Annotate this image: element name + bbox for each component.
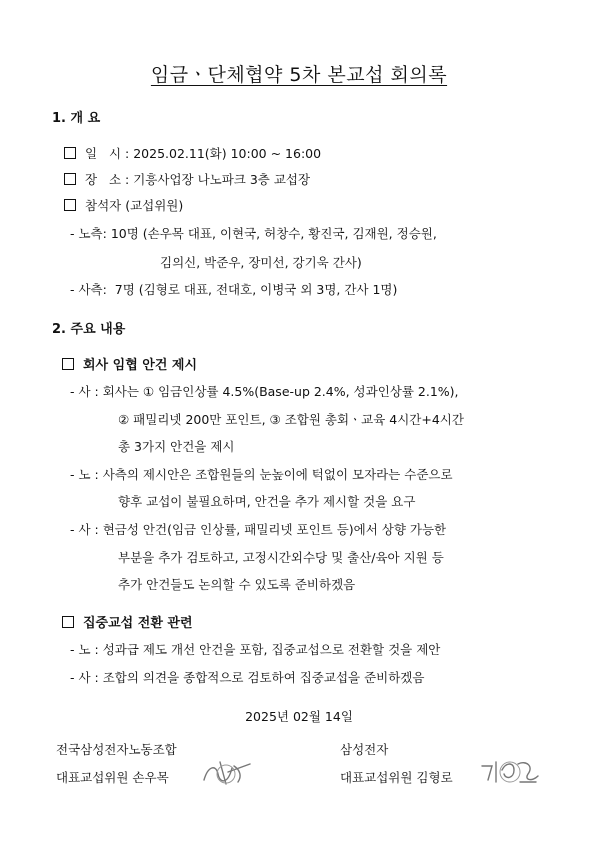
overview-attendees-item [64,196,183,214]
company-representative: 대표교섭위원 김형로 [340,770,453,785]
overview-place-text: 장 소 : 기흥사업장 나노파크 3층 교섭장 [85,172,311,187]
section-main-content-heading: 2. 주요 내용 [52,322,126,337]
topic-wage-proposal-title [62,354,197,373]
overview-place-item [64,170,310,188]
topic2-line: - 노 : 성과급 제도 개선 안건을 포함, 집중교섭으로 전환할 것을 제안 [70,642,441,657]
company-organization: 삼성전자 [340,742,389,757]
topic1-line: 향후 교섭이 불필요하며, 안건을 추가 제시할 것을 요구 [118,494,416,509]
checkbox-square-icon [62,358,74,370]
checkbox-square-icon [64,173,76,185]
company-signature-scribble [478,756,542,788]
overview-date-text: 일 시 : 2025.02.11(화) 10:00 ~ 16:00 [85,146,322,161]
checkbox-square-icon [62,616,74,628]
topic2-line: - 사 : 조합의 의견을 종합적으로 검토하여 집중교섭을 준비하겠음 [70,670,425,685]
document-title: 임금ㆍ단체협약 5차 본교섭 회의록 [150,64,448,86]
topic1-line: 총 3가지 안건을 제시 [118,439,235,454]
topic-wage-proposal-title-text: 회사 임협 안건 제시 [83,358,198,373]
labor-attendees-line1: - 노측: 10명 (손우목 대표, 이현국, 허창수, 황진국, 김재원, 정승원, [70,226,437,241]
labor-attendees-line2: 김의신, 박준우, 장미선, 강기욱 간사) [160,255,362,270]
topic1-line: 부분을 추가 검토하고, 고정시간외수당 및 출산/육아 지원 등 [118,550,444,565]
topic1-line: - 사 : 회사는 ① 임금인상률 4.5%(Base-up 2.4%, 성과인상률 2.1%), [70,384,459,399]
topic1-line: - 사 : 현금성 안건(임금 인상률, 패밀리넷 포인트 등)에서 상향 가능한 [70,522,447,537]
topic1-line: 추가 안건들도 논의할 수 있도록 준비하겠음 [118,577,356,592]
checkbox-square-icon [64,199,76,211]
topic1-line: ② 패밀리넷 200만 포인트, ③ 조합원 총회ㆍ교육 4시간+4시간 [118,412,464,427]
section-overview-heading: 1. 개 요 [52,111,101,126]
union-organization: 전국삼성전자노동조합 [56,742,177,757]
overview-date-item [64,144,321,162]
topic-intensive-bargaining-title-text: 집중교섭 전환 관련 [83,616,193,631]
mgmt-attendees-line: - 사측: 7명 (김형로 대표, 전대호, 이병국 외 3명, 간사 1명) [70,282,398,297]
signoff-date: 2025년 02월 14일 [245,709,353,724]
topic1-line: - 노 : 사측의 제시안은 조합원들의 눈높이에 턱없이 모자라는 수준으로 [70,467,453,482]
union-representative: 대표교섭위원 손우목 [56,770,169,785]
checkbox-square-icon [64,147,76,159]
topic-intensive-bargaining-title [62,612,193,631]
overview-attendees-text: 참석자 (교섭위원) [85,198,184,213]
union-signature-scribble [198,758,254,788]
